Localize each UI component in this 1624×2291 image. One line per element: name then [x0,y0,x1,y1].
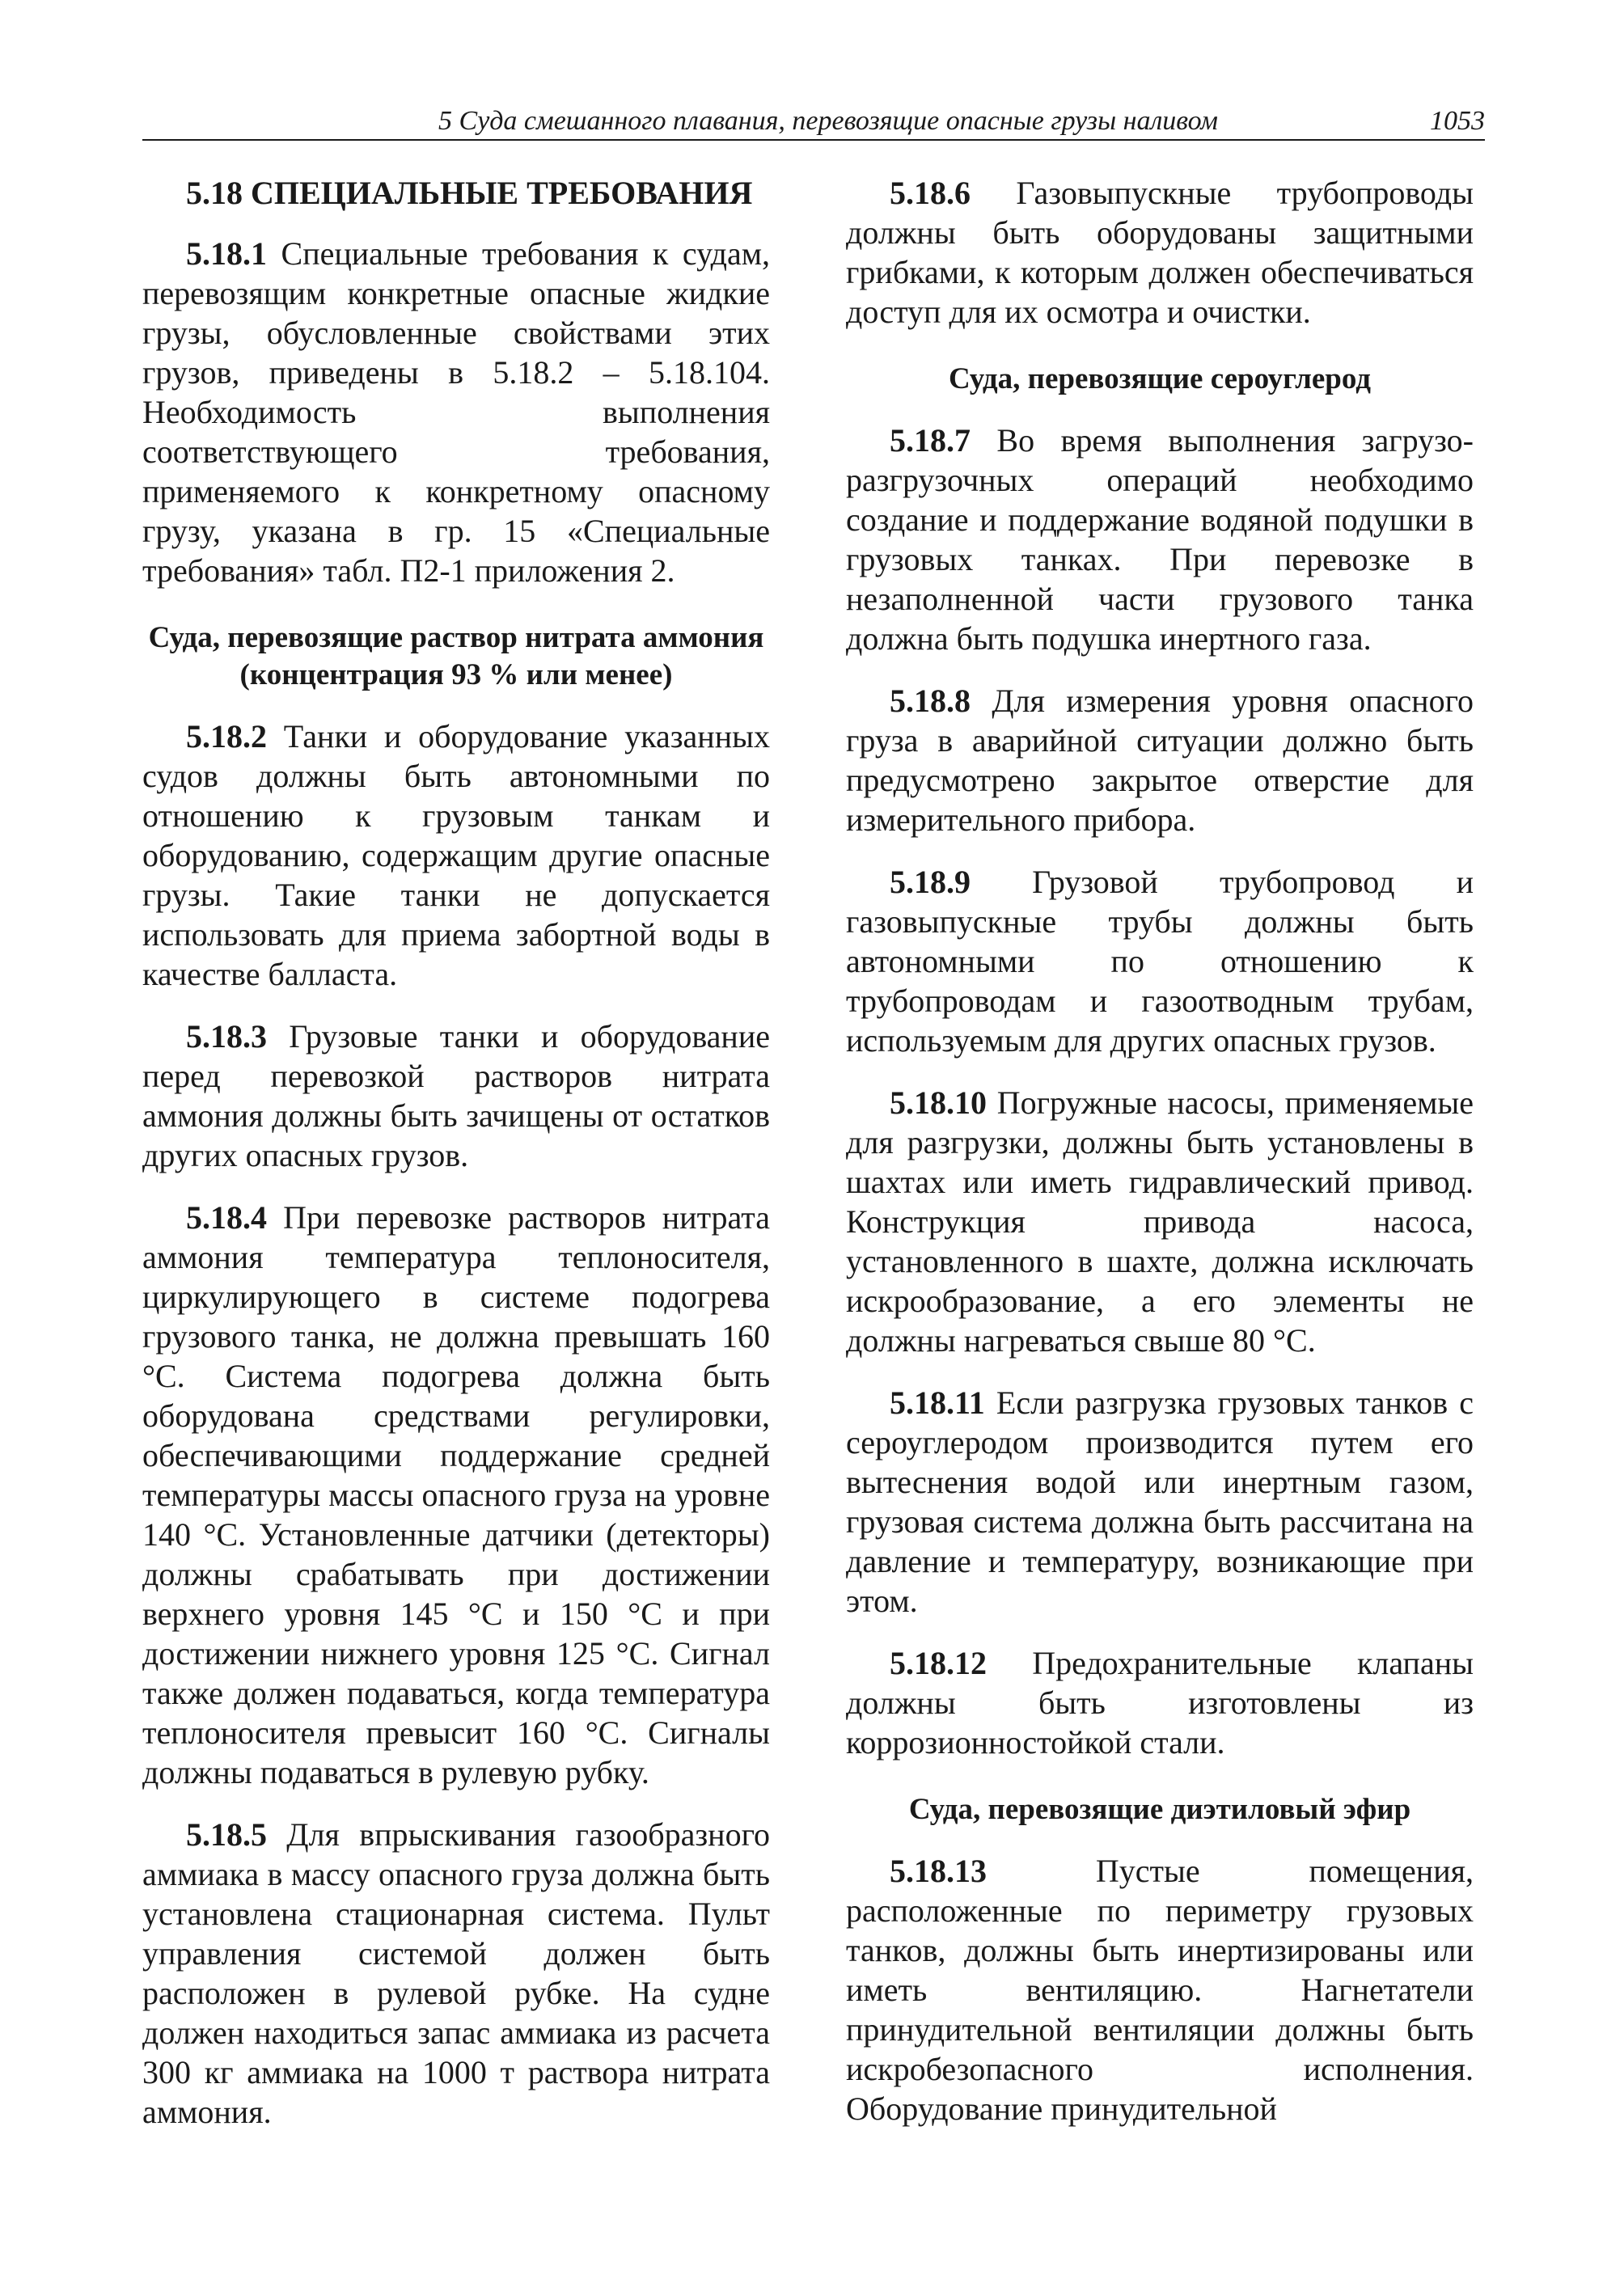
clause-number: 5.18.7 [890,422,971,459]
clause-text: Грузовой трубопровод и газовыпускные трубы должны быть автономными по отношению к трубопроводам и газоотводным трубам, используемым для других опасных грузов. [846,864,1474,1059]
clause-number: 5.18.2 [186,718,267,755]
subheading-carbon-disulfide: Суда, перевозящие сероуглерод [948,362,1372,395]
clause-text: При перевозке растворов нитрата аммония температура теплоносителя, циркулирующего в системе подогрева грузового танка, не должна превышать 160 °С. Система подогрева должна быть оборудована средствами регулировки, обеспечивающими поддержание средней температуры массы опасного груза на уровне 140 °С. Установленные датчики (детекторы) должны срабатывать при достижении верхнего уровня 145 °С и 150 °С и при достижении нижнего уровня 125 °С. Сигнал также должен подаваться, когда температура теплоносителя превысит 160 °С. Сигналы должны подаваться в рулевую рубку. [142,1199,770,1790]
paragraph-5-18-5 [142,1815,770,2132]
paragraph-5-18-3 [142,1017,770,1175]
clause-number: 5.18.5 [186,1816,267,1853]
clause-number: 5.18.1 [186,235,267,272]
paragraph-5-18-10 [846,1083,1474,1360]
paragraph-5-18-4 [142,1198,770,1792]
clause-number: 5.18.4 [186,1199,267,1236]
subheading-ammonium-nitrate: Суда, перевозящие раствор нитрата аммония (концентрация 93 % или менее) [148,621,764,691]
section-title: 5.18 СПЕЦИАЛЬНЫЕ ТРЕБОВАНИЯ [186,175,753,211]
clause-text: Пустые помещения, расположенные по периметру грузовых танков, должны быть инертизированы или иметь вентиляцию. Нагнетатели принудительной вентиляции должны быть искробезопасного исполнения. Оборудование принудительной [846,1853,1474,2127]
clause-number: 5.18.12 [890,1645,987,1681]
clause-number: 5.18.10 [890,1084,987,1121]
paragraph-5-18-6 [846,173,1474,332]
left-column [142,173,770,2154]
paragraph-5-18-13 [846,1851,1474,2128]
clause-text: Для впрыскивания газообразного аммиака в массу опасного груза должна быть установлена стационарная система. Пульт управления системой должен быть расположен в рулевой рубке. На судне должен находиться запас аммиака из расчета 300 кг аммиака на 1000 т раствора нитрата аммония. [142,1816,771,2130]
clause-text: Погружные насосы, применяемые для разгрузки, должны быть установлены в шахтах или иметь гидравлический привод. Конструкция привода насоса, установленного в шахте, должна исключать искрообразование, а его элементы не должны нагреваться свыше 80 °С. [846,1084,1474,1359]
clause-text: Специальные требования к судам, перевозящим конкретные опасные жидкие грузы, обусловленные свойствами этих грузов, приведены в 5.18.2 – 5.18.104. Необходимость выполнения соответствующего требования, применяемого к конкретному опасному грузу, указана в гр. 15 «Специальные требования» табл. П2-1 приложения 2. [142,235,771,589]
clause-number: 5.18.6 [890,175,971,211]
clause-number: 5.18.3 [186,1018,267,1055]
clause-text: Танки и оборудование указанных судов должны быть автономными по отношению к грузовым танкам и оборудованию, содержащим другие опасные грузы. Такие танки не допускается использовать для приема забортной воды в качестве балласта. [142,718,770,992]
paragraph-5-18-11 [846,1383,1474,1621]
clause-text: Газовыпускные трубопроводы должны быть оборудованы защитными грибками, к которым должен обеспечиваться доступ для их осмотра и очистки. [846,175,1474,330]
clause-number: 5.18.13 [890,1853,987,1889]
clause-text: Во время выполнения загрузо-разгрузочных операций необходимо создание и поддержание водяной подушки в грузовых танках. При перевозке в незаполненной части грузового танка должна быть подушка инертного газа. [846,422,1474,657]
subheading-diethyl-ether: Суда, перевозящие диэтиловый эфир [908,1793,1411,1826]
paragraph-5-18-8 [846,681,1474,839]
running-header [142,104,1485,141]
right-column [846,173,1474,2151]
page-number: 1053 [1430,106,1485,136]
clause-text: Для измерения уровня опасного груза в аварийной ситуации должно быть предусмотрено закрытое отверстие для измерительного прибора. [846,683,1474,838]
running-title: 5 Суда смешанного плавания, перевозящие опасные грузы наливом [438,106,1218,136]
clause-number: 5.18.9 [890,864,971,900]
clause-text: Если разгрузка грузовых танков с сероуглеродом производится путем его вытеснения водой или инертным газом, грузовая система должна быть рассчитана на давление и температуру, возникающие при этом. [846,1384,1474,1619]
clause-number: 5.18.11 [890,1384,985,1421]
clause-number: 5.18.8 [890,683,971,719]
clause-text: Грузовые танки и оборудование перед перевозкой растворов нитрата аммония должны быть зачищены от остатков других опасных грузов. [142,1018,770,1173]
paragraph-5-18-2 [142,716,770,994]
clause-text: Предохранительные клапаны должны быть изготовлены из коррозионностойкой стали. [846,1645,1474,1761]
paragraph-5-18-9 [846,862,1474,1060]
paragraph-5-18-1 [142,234,770,590]
paragraph-5-18-7 [846,421,1474,658]
paragraph-5-18-12 [846,1643,1474,1762]
